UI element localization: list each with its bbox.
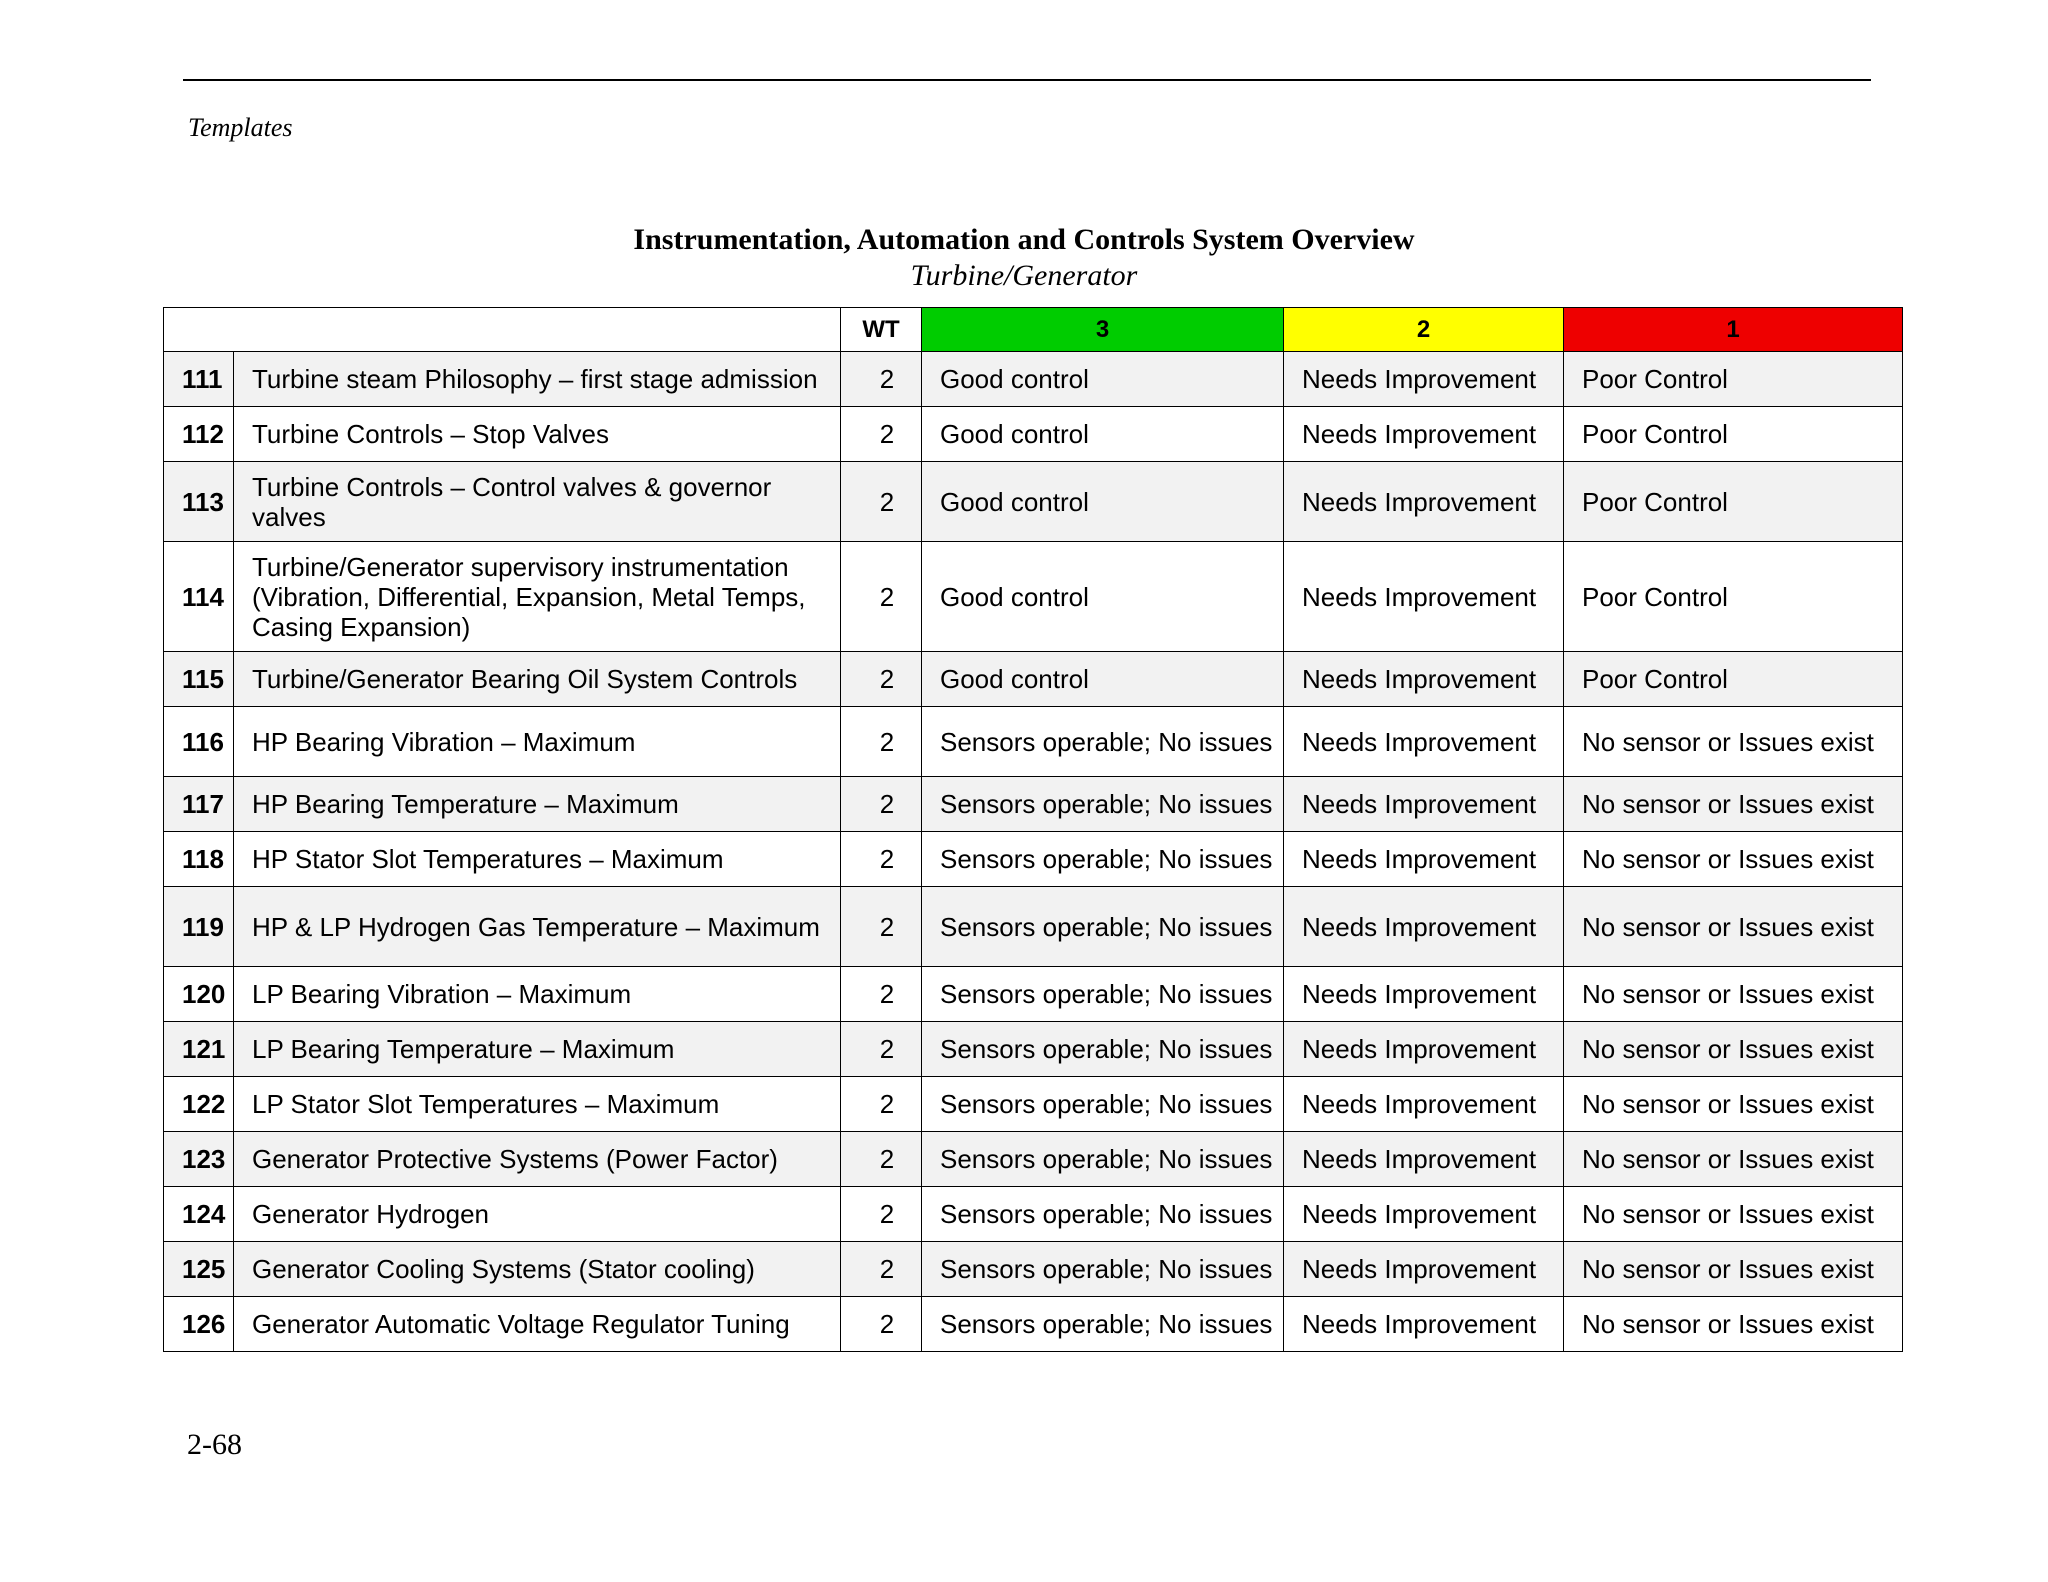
table-row (164, 1242, 1903, 1297)
row-number: 120 (164, 967, 234, 1022)
row-score-3-text: Sensors operable; No issues (922, 1187, 1284, 1242)
table-row (164, 407, 1903, 462)
row-weight: 2 (841, 1187, 922, 1242)
row-score-3-text: Sensors operable; No issues (922, 707, 1284, 777)
row-description: Turbine Controls – Stop Valves (234, 407, 841, 462)
header-score-3: 3 (922, 308, 1284, 352)
row-score-1-text: No sensor or Issues exist (1564, 1242, 1903, 1297)
row-score-2-text: Needs Improvement (1284, 1132, 1564, 1187)
row-weight: 2 (841, 1022, 922, 1077)
row-weight: 2 (841, 352, 922, 407)
row-score-1-text: No sensor or Issues exist (1564, 707, 1903, 777)
row-description: HP & LP Hydrogen Gas Temperature – Maximum (234, 887, 841, 967)
row-description: HP Bearing Vibration – Maximum (234, 707, 841, 777)
row-score-3-text: Sensors operable; No issues (922, 887, 1284, 967)
row-number: 123 (164, 1132, 234, 1187)
row-score-2-text: Needs Improvement (1284, 352, 1564, 407)
row-score-1-text: Poor Control (1564, 407, 1903, 462)
row-score-1-text: No sensor or Issues exist (1564, 1022, 1903, 1077)
row-score-3-text: Sensors operable; No issues (922, 1132, 1284, 1187)
row-score-2-text: Needs Improvement (1284, 1077, 1564, 1132)
row-score-2-text: Needs Improvement (1284, 967, 1564, 1022)
row-weight: 2 (841, 1297, 922, 1352)
row-weight: 2 (841, 542, 922, 652)
table-row (164, 542, 1903, 652)
row-score-3-text: Good control (922, 542, 1284, 652)
table-header-row (164, 308, 1903, 352)
table-row (164, 887, 1903, 967)
row-score-2-text: Needs Improvement (1284, 542, 1564, 652)
row-description: HP Stator Slot Temperatures – Maximum (234, 832, 841, 887)
table-row (164, 1077, 1903, 1132)
row-score-2-text: Needs Improvement (1284, 407, 1564, 462)
header-score-2: 2 (1284, 308, 1564, 352)
row-score-3-text: Good control (922, 652, 1284, 707)
row-number: 114 (164, 542, 234, 652)
row-score-2-text: Needs Improvement (1284, 1187, 1564, 1242)
row-score-1-text: No sensor or Issues exist (1564, 1132, 1903, 1187)
row-description: Turbine Controls – Control valves & governor valves (234, 462, 841, 542)
header-wt: WT (841, 308, 922, 352)
row-weight: 2 (841, 832, 922, 887)
row-score-3-text: Good control (922, 462, 1284, 542)
row-number: 124 (164, 1187, 234, 1242)
row-score-2-text: Needs Improvement (1284, 777, 1564, 832)
row-weight: 2 (841, 1132, 922, 1187)
row-score-1-text: No sensor or Issues exist (1564, 1187, 1903, 1242)
row-number: 112 (164, 407, 234, 462)
row-description: LP Stator Slot Temperatures – Maximum (234, 1077, 841, 1132)
row-score-2-text: Needs Improvement (1284, 1297, 1564, 1352)
row-score-3-text: Sensors operable; No issues (922, 832, 1284, 887)
row-score-2-text: Needs Improvement (1284, 462, 1564, 542)
row-score-2-text: Needs Improvement (1284, 652, 1564, 707)
table-row (164, 1022, 1903, 1077)
row-score-3-text: Good control (922, 352, 1284, 407)
row-score-2-text: Needs Improvement (1284, 1242, 1564, 1297)
row-weight: 2 (841, 707, 922, 777)
row-description: HP Bearing Temperature – Maximum (234, 777, 841, 832)
page-title: Instrumentation, Automation and Controls System Overview (633, 223, 1415, 256)
row-number: 113 (164, 462, 234, 542)
row-score-1-text: No sensor or Issues exist (1564, 887, 1903, 967)
page-subtitle: Turbine/Generator (910, 259, 1138, 292)
row-score-3-text: Sensors operable; No issues (922, 1022, 1284, 1077)
row-number: 111 (164, 352, 234, 407)
page-number: 2-68 (187, 1428, 242, 1461)
row-score-3-text: Sensors operable; No issues (922, 1242, 1284, 1297)
row-score-2-text: Needs Improvement (1284, 887, 1564, 967)
row-number: 121 (164, 1022, 234, 1077)
row-description: Generator Hydrogen (234, 1187, 841, 1242)
table-row (164, 967, 1903, 1022)
header-rule (183, 79, 1871, 81)
row-score-3-text: Sensors operable; No issues (922, 1077, 1284, 1132)
row-weight: 2 (841, 652, 922, 707)
row-weight: 2 (841, 462, 922, 542)
row-weight: 2 (841, 777, 922, 832)
row-number: 117 (164, 777, 234, 832)
table-row (164, 707, 1903, 777)
table-row (164, 462, 1903, 542)
table-row (164, 1132, 1903, 1187)
header-blank-cell (164, 308, 841, 352)
row-score-3-text: Sensors operable; No issues (922, 1297, 1284, 1352)
row-score-1-text: No sensor or Issues exist (1564, 967, 1903, 1022)
row-description: Turbine steam Philosophy – first stage admission (234, 352, 841, 407)
running-header: Templates (188, 113, 293, 142)
row-number: 118 (164, 832, 234, 887)
row-score-3-text: Good control (922, 407, 1284, 462)
row-score-1-text: Poor Control (1564, 652, 1903, 707)
table-row (164, 777, 1903, 832)
row-score-1-text: No sensor or Issues exist (1564, 777, 1903, 832)
row-number: 125 (164, 1242, 234, 1297)
overview-table (163, 307, 1903, 1352)
row-score-1-text: Poor Control (1564, 462, 1903, 542)
row-number: 122 (164, 1077, 234, 1132)
table-body (164, 352, 1903, 1352)
row-description: Turbine/Generator supervisory instrumentation (Vibration, Differential, Expansion, Metal Temps, Casing Expansion) (234, 542, 841, 652)
row-weight: 2 (841, 967, 922, 1022)
row-score-3-text: Sensors operable; No issues (922, 967, 1284, 1022)
row-description: Turbine/Generator Bearing Oil System Controls (234, 652, 841, 707)
row-score-1-text: Poor Control (1564, 542, 1903, 652)
row-weight: 2 (841, 1242, 922, 1297)
row-description: Generator Automatic Voltage Regulator Tuning (234, 1297, 841, 1352)
row-score-1-text: No sensor or Issues exist (1564, 832, 1903, 887)
header-score-1: 1 (1564, 308, 1903, 352)
row-score-1-text: No sensor or Issues exist (1564, 1297, 1903, 1352)
row-description: LP Bearing Vibration – Maximum (234, 967, 841, 1022)
row-number: 116 (164, 707, 234, 777)
table-row (164, 352, 1903, 407)
row-score-1-text: Poor Control (1564, 352, 1903, 407)
table-row (164, 652, 1903, 707)
row-description: Generator Cooling Systems (Stator cooling) (234, 1242, 841, 1297)
row-score-2-text: Needs Improvement (1284, 832, 1564, 887)
row-description: LP Bearing Temperature – Maximum (234, 1022, 841, 1077)
row-score-1-text: No sensor or Issues exist (1564, 1077, 1903, 1132)
row-number: 126 (164, 1297, 234, 1352)
row-number: 119 (164, 887, 234, 967)
row-number: 115 (164, 652, 234, 707)
row-description: Generator Protective Systems (Power Factor) (234, 1132, 841, 1187)
row-weight: 2 (841, 1077, 922, 1132)
row-score-3-text: Sensors operable; No issues (922, 777, 1284, 832)
row-weight: 2 (841, 407, 922, 462)
table-row (164, 832, 1903, 887)
table-row (164, 1187, 1903, 1242)
row-weight: 2 (841, 887, 922, 967)
row-score-2-text: Needs Improvement (1284, 1022, 1564, 1077)
row-score-2-text: Needs Improvement (1284, 707, 1564, 777)
table-row (164, 1297, 1903, 1352)
